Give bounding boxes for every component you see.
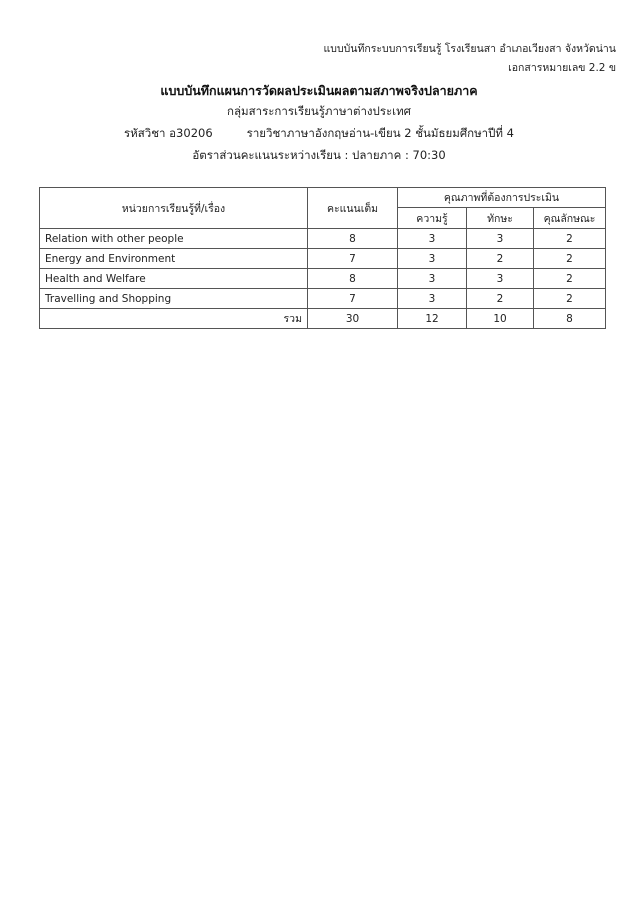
full-score: 8: [308, 229, 398, 249]
attribute-score: 2: [534, 229, 606, 249]
table-row: [40, 229, 606, 249]
header-full-score: คะแนนเต็ม: [308, 188, 398, 229]
unit-name: Relation with other people: [40, 229, 308, 249]
header-skill: ทักษะ: [467, 208, 534, 229]
knowledge-score: 3: [398, 229, 467, 249]
document-header-system: แบบบันทึกระบบการเรียนรู้ โรงเรียนสา อำเภอเวียงสา จังหวัดน่าน: [323, 43, 616, 55]
total-attribute: 8: [534, 309, 606, 329]
skill-score: 2: [467, 289, 534, 309]
full-score: 8: [308, 269, 398, 289]
total-label: รวม: [40, 309, 308, 329]
header-knowledge: ความรู้: [398, 208, 467, 229]
attribute-score: 2: [534, 269, 606, 289]
header-unit: หน่วยการเรียนรู้ที่/เรื่อง: [40, 188, 308, 229]
attribute-score: 2: [534, 249, 606, 269]
unit-name: Energy and Environment: [40, 249, 308, 269]
skill-score: 3: [467, 269, 534, 289]
total-skill: 10: [467, 309, 534, 329]
attribute-score: 2: [534, 289, 606, 309]
total-row: [40, 309, 606, 329]
table-row: [40, 269, 606, 289]
skill-score: 3: [467, 229, 534, 249]
full-score: 7: [308, 289, 398, 309]
knowledge-score: 3: [398, 269, 467, 289]
total-knowledge: 12: [398, 309, 467, 329]
page-title: แบบบันทึกแผนการวัดผลประเมินผลตามสภาพจริงปลายภาค: [160, 83, 478, 98]
course-info: [0, 125, 638, 143]
full-score: 7: [308, 249, 398, 269]
total-full-score: 30: [308, 309, 398, 329]
unit-name: Travelling and Shopping: [40, 289, 308, 309]
knowledge-score: 3: [398, 289, 467, 309]
header-quality: คุณภาพที่ต้องการประเมิน: [398, 188, 606, 208]
header-attribute: คุณลักษณะ: [534, 208, 606, 229]
subject-group: กลุ่มสาระการเรียนรู้ภาษาต่างประเทศ: [227, 104, 411, 118]
table-row: [40, 289, 606, 309]
table-row: [40, 249, 606, 269]
assessment-plan-table: [39, 187, 606, 329]
score-ratio: อัตราส่วนคะแนนระหว่างเรียน : ปลายภาค : 70:30: [192, 148, 446, 162]
course-code: รหัสวิชา อ30206: [124, 126, 213, 140]
document-number: เอกสารหมายเลข 2.2 ข: [508, 62, 616, 74]
skill-score: 2: [467, 249, 534, 269]
course-name: รายวิชาภาษาอังกฤษอ่าน-เขียน 2 ชั้นมัธยมศึกษาปีที่ 4: [246, 126, 514, 140]
knowledge-score: 3: [398, 249, 467, 269]
unit-name: Health and Welfare: [40, 269, 308, 289]
